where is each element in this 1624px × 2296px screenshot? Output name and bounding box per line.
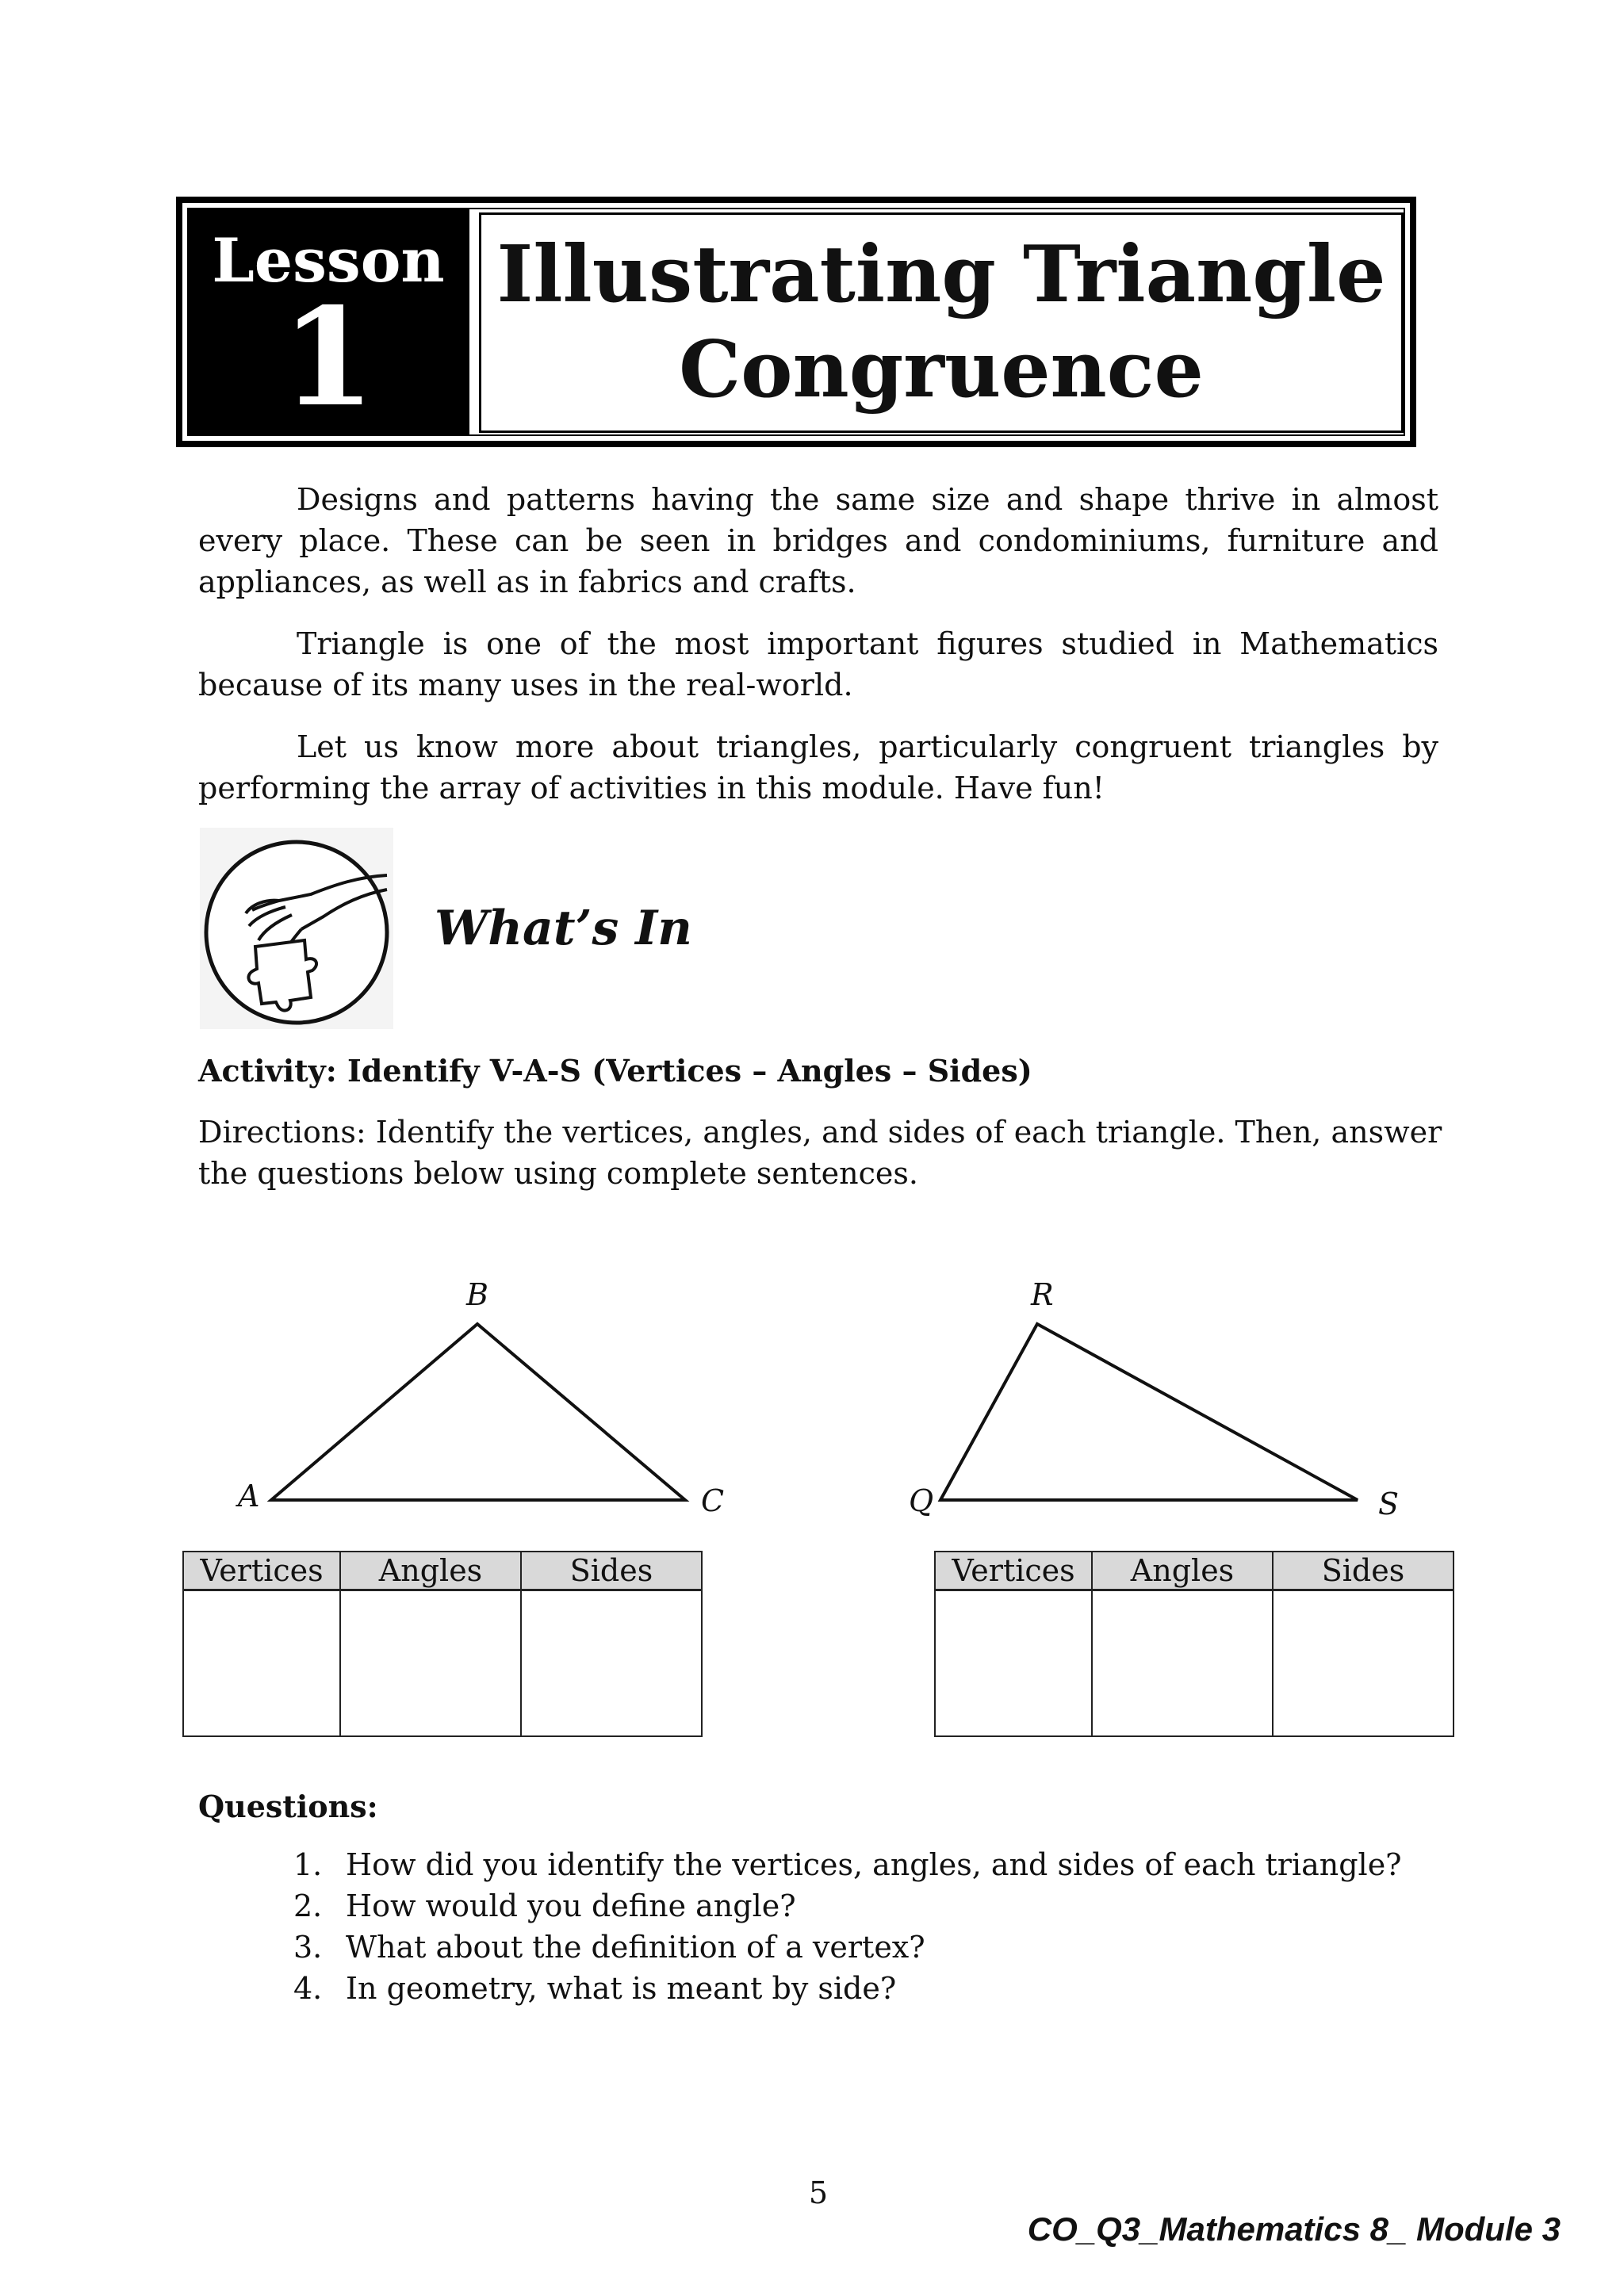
page-number: 5: [808, 2175, 829, 2210]
question-number: 1.: [293, 1847, 323, 1882]
column-header-vertices: Vertices: [183, 1552, 340, 1590]
column-header-angles: Angles: [340, 1552, 521, 1590]
question-text: How would you define angle?: [346, 1888, 796, 1923]
table-header-row: [183, 1552, 702, 1590]
table-header-row: [935, 1552, 1454, 1590]
vertex-label-r: R: [1031, 1277, 1054, 1312]
vas-table-abc: [182, 1551, 703, 1737]
lesson-title-line-1: Illustrating Triangle: [496, 229, 1386, 320]
questions-heading: Questions:: [198, 1789, 378, 1824]
activity-directions: Directions: Identify the vertices, angles, and sides of each triangle. Then, answer the questions below using complete sentences.: [198, 1115, 1442, 1191]
answer-cell-angles[interactable]: [340, 1590, 521, 1737]
table-answer-row: [935, 1590, 1454, 1737]
lesson-banner: [176, 197, 1416, 447]
intro-paragraph-1: Designs and patterns having the same size and shape thrive in almost every place. These can be seen in bridges and condominiums, furniture and appliances, as well as in fabrics and crafts.: [198, 482, 1438, 599]
table-answer-row: [183, 1590, 702, 1737]
answer-cell-angles[interactable]: [1092, 1590, 1273, 1737]
vertex-label-b: B: [466, 1277, 488, 1312]
question-text: How did you identify the vertices, angles, and sides of each triangle?: [346, 1847, 1402, 1882]
vertex-label-s: S: [1378, 1487, 1400, 1521]
question-item: [293, 1968, 1402, 2009]
intro-paragraph-3: Let us know more about triangles, particularly congruent triangles by performing the array of activities in this module. Have fun!: [198, 729, 1438, 806]
section-heading-whats-in: What’s In: [435, 901, 692, 956]
hand-placing-puzzle-piece-icon: [200, 828, 393, 1029]
module-code: CO_Q3_Mathematics 8_ Module 3: [1027, 2210, 1561, 2248]
lesson-title-line-2: Congruence: [679, 324, 1204, 415]
intro-paragraph-2: Triangle is one of the most important figures studied in Mathematics because of its many uses in the real-world.: [198, 626, 1438, 702]
question-item: [293, 1927, 1402, 1968]
vertex-label-a: A: [238, 1479, 260, 1513]
questions-list: [293, 1844, 1402, 2009]
lesson-label: Lesson: [212, 225, 445, 296]
question-text: What about the definition of a vertex?: [346, 1930, 925, 1965]
lesson-title-box: [479, 212, 1404, 433]
answer-cell-sides[interactable]: [521, 1590, 702, 1737]
question-number: 2.: [293, 1888, 323, 1923]
answer-cell-sides[interactable]: [1273, 1590, 1454, 1737]
column-header-sides: Sides: [521, 1552, 702, 1590]
lesson-number-box: [187, 208, 469, 436]
lesson-number: 1: [281, 278, 376, 437]
question-text: In geometry, what is meant by side?: [346, 1971, 897, 2006]
column-header-angles: Angles: [1092, 1552, 1273, 1590]
triangle-figures: [0, 1253, 1624, 1538]
vas-table-qrs: [934, 1551, 1454, 1737]
column-header-vertices: Vertices: [935, 1552, 1092, 1590]
vertex-label-q: Q: [909, 1483, 934, 1518]
column-header-sides: Sides: [1273, 1552, 1454, 1590]
question-item: [293, 1844, 1402, 1885]
answer-cell-vertices[interactable]: [935, 1590, 1092, 1737]
question-item: [293, 1885, 1402, 1927]
triangle-abc: [271, 1324, 685, 1500]
question-number: 3.: [293, 1930, 323, 1965]
answer-cell-vertices[interactable]: [183, 1590, 340, 1737]
activity-title: Activity: Identify V-A-S (Vertices – Angles – Sides): [198, 1053, 1032, 1089]
vertex-label-c: C: [701, 1483, 725, 1518]
question-number: 4.: [293, 1971, 323, 2006]
triangle-qrs: [940, 1324, 1358, 1500]
